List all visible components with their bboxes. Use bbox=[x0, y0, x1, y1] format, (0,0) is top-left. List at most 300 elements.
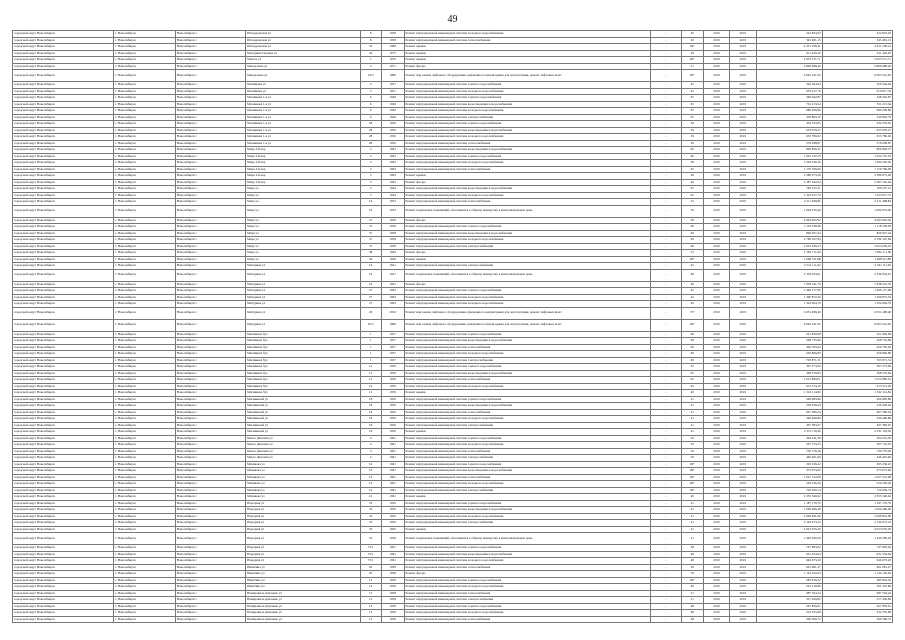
cell-count: 49* bbox=[681, 57, 703, 64]
cell-house-number: 16 bbox=[360, 468, 381, 475]
cell-total: 1 324 064,79 bbox=[822, 301, 892, 308]
cell-dash: - bbox=[650, 513, 681, 520]
cell-cost: 326 564,94 bbox=[756, 82, 822, 89]
cell-count: 65 bbox=[681, 114, 703, 121]
cell-cost: 373 673,60 bbox=[756, 468, 822, 475]
cell-locality: г. Новосибирск bbox=[114, 422, 176, 429]
cell-locality: г. Новосибирск bbox=[114, 57, 176, 64]
cell-total: 1 027 512,08 bbox=[822, 474, 892, 481]
cell-count: 69 bbox=[681, 344, 703, 351]
cell-count: 69 bbox=[681, 230, 703, 237]
cell-locality: г. Новосибирск bbox=[114, 153, 176, 160]
cell-count: 48 bbox=[681, 603, 703, 610]
cell-locality: г. Новосибирск bbox=[114, 140, 176, 147]
cell-house-number: 33 bbox=[360, 507, 381, 514]
cell-dash: - bbox=[650, 571, 681, 578]
cell-cost: 1 584 171,06 bbox=[756, 250, 822, 257]
cell-count: 49 bbox=[681, 179, 703, 186]
cell-total: 291 210,86 bbox=[822, 584, 892, 591]
cell-count: 59 bbox=[681, 455, 703, 462]
cell-work-type: Ремонт внутридомовой инженерной системы горячего водоснабжения bbox=[404, 364, 650, 371]
cell-city: Новосибирск г bbox=[175, 533, 245, 545]
cell-dash: - bbox=[650, 288, 681, 295]
cell-year-start: 2019 bbox=[703, 217, 729, 224]
cell-municipality: городской округ Новосибирск bbox=[13, 590, 114, 597]
cell-total: 234 355,68 bbox=[822, 610, 892, 617]
cell-street: Мира 3-й пер bbox=[246, 153, 360, 160]
cell-cost: 348 262,87 bbox=[756, 95, 822, 102]
cell-work-type: Ремонт крыши bbox=[404, 44, 650, 51]
cell-total: 266 985,86 bbox=[822, 396, 892, 403]
cell-house-number: 28 bbox=[360, 121, 381, 128]
cell-work-type: Ремонт внутридомовой инженерной системы холодного водоснабжения bbox=[404, 481, 650, 488]
cell-house-number: 16 bbox=[360, 487, 381, 494]
cell-build-year: 1956 bbox=[381, 520, 404, 527]
cell-year-start: 2019 bbox=[703, 500, 729, 507]
cell-city: Новосибирск г bbox=[175, 307, 245, 319]
cell-house-number: 12 bbox=[360, 364, 381, 371]
cell-house-number: 12 bbox=[360, 584, 381, 591]
cell-city: Новосибирск г bbox=[175, 390, 245, 397]
cell-year-start: 2019 bbox=[703, 50, 729, 57]
cell-city: Новосибирск г bbox=[175, 610, 245, 617]
cell-street: Мясниковой ул bbox=[246, 429, 360, 436]
cell-build-year: 1956 bbox=[381, 396, 404, 403]
cell-count: 49* bbox=[681, 481, 703, 488]
cell-build-year: 1958 bbox=[381, 243, 404, 250]
cell-dash: - bbox=[650, 127, 681, 134]
cell-build-year: 1949 bbox=[381, 114, 404, 121]
cell-municipality: городской округ Новосибирск bbox=[13, 243, 114, 250]
cell-city: Новосибирск г bbox=[175, 558, 245, 565]
cell-cost: 946 673,20 bbox=[756, 558, 822, 565]
cell-municipality: городской округ Новосибирск bbox=[13, 448, 114, 455]
cell-year-end: 2019 bbox=[730, 140, 756, 147]
cell-street: Мясниковой ул bbox=[246, 409, 360, 416]
cell-municipality: городской округ Новосибирск bbox=[13, 281, 114, 288]
cell-work-type: Ремонт внутридомовой инженерной системы холодного водоснабжения bbox=[404, 31, 650, 38]
cell-city: Новосибирск г bbox=[175, 108, 245, 115]
cell-year-start: 2019 bbox=[703, 108, 729, 115]
cell-year-start: 2019 bbox=[703, 377, 729, 384]
cell-work-type: Ремонт внутридомовой инженерной системы холодного водоснабжения bbox=[404, 237, 650, 244]
cell-year-end: 2019 bbox=[730, 526, 756, 533]
cell-count: 20 bbox=[681, 31, 703, 38]
cell-municipality: городской округ Новосибирск bbox=[13, 377, 114, 384]
cell-year-end: 2019 bbox=[730, 564, 756, 571]
cell-year-start: 2019 bbox=[703, 383, 729, 390]
cell-build-year: 1956 bbox=[381, 127, 404, 134]
cell-year-end: 2019 bbox=[730, 160, 756, 167]
cell-year-end: 2019 bbox=[730, 217, 756, 224]
cell-total: 613 513,20 bbox=[822, 383, 892, 390]
cell-total: 224 823,93 bbox=[822, 31, 892, 38]
cell-street: Менделеева ул bbox=[246, 63, 360, 70]
cell-total: 4 451 258,41 bbox=[822, 44, 892, 51]
cell-year-start: 2019 bbox=[703, 468, 729, 475]
cell-year-start: 2019 bbox=[703, 331, 729, 338]
cell-dash: - bbox=[650, 70, 681, 82]
cell-locality: г. Новосибирск bbox=[114, 429, 176, 436]
cell-total: 2 099 841,00 bbox=[822, 513, 892, 520]
cell-locality: г. Новосибирск bbox=[114, 263, 176, 270]
cell-cost: 234 355,68 bbox=[756, 610, 822, 617]
cell-street: Мира ул bbox=[246, 192, 360, 199]
cell-total: 304 241,30 bbox=[822, 435, 892, 442]
cell-dash: - bbox=[650, 403, 681, 410]
cell-locality: г. Новосибирск bbox=[114, 520, 176, 527]
cell-year-end: 2019 bbox=[730, 263, 756, 270]
cell-work-type: Ремонт внутридомовой инженерной системы водоотведения и водоснабжения bbox=[404, 127, 650, 134]
cell-year-end: 2019 bbox=[730, 422, 756, 429]
cell-build-year: 1957 bbox=[381, 351, 404, 358]
cell-year-end: 2019 bbox=[730, 192, 756, 199]
cell-street: Мечникова 1-я ул bbox=[246, 127, 360, 134]
cell-build-year: 1986 bbox=[381, 70, 404, 82]
cell-count: 49 bbox=[681, 494, 703, 501]
cell-build-year: 1949 bbox=[381, 101, 404, 108]
cell-municipality: городской округ Новосибирск bbox=[13, 390, 114, 397]
cell-city: Новосибирск г bbox=[175, 179, 245, 186]
cell-house-number: 42 bbox=[360, 50, 381, 57]
cell-city: Новосибирск г bbox=[175, 442, 245, 449]
cell-build-year: 1958 bbox=[381, 603, 404, 610]
cell-count: 49* bbox=[681, 256, 703, 263]
cell-municipality: городской округ Новосибирск bbox=[13, 435, 114, 442]
cell-year-start: 2019 bbox=[703, 140, 729, 147]
cell-city: Новосибирск г bbox=[175, 468, 245, 475]
cell-house-number: 5 bbox=[360, 166, 381, 173]
cell-year-end: 2019 bbox=[730, 500, 756, 507]
cell-year-end: 2019 bbox=[730, 243, 756, 250]
cell-dash: - bbox=[650, 134, 681, 141]
cell-dash: - bbox=[650, 597, 681, 604]
cell-dash: - bbox=[650, 57, 681, 64]
cell-dash: - bbox=[650, 520, 681, 527]
cell-dash: - bbox=[650, 610, 681, 617]
cell-cost: 730 776,26 bbox=[756, 448, 822, 455]
cell-build-year: 1956 bbox=[381, 121, 404, 128]
cell-cost: 579 038,87 bbox=[756, 140, 822, 147]
cell-build-year: 1961 bbox=[381, 448, 404, 455]
cell-count: 65 bbox=[681, 377, 703, 384]
cell-locality: г. Новосибирск bbox=[114, 526, 176, 533]
cell-work-type: Ремонт внутридомовой инженерной системы горячего водоснабжения bbox=[404, 82, 650, 89]
cell-build-year: 1949 bbox=[381, 108, 404, 115]
cell-street: Мира ул bbox=[246, 186, 360, 193]
cell-cost: 613 513,20 bbox=[756, 383, 822, 390]
cell-municipality: городской округ Новосибирск bbox=[13, 442, 114, 449]
cell-count: 39 bbox=[681, 134, 703, 141]
table-row bbox=[13, 319, 893, 331]
cell-city: Новосибирск г bbox=[175, 95, 245, 102]
cell-dash: - bbox=[650, 357, 681, 364]
cell-count: 52 bbox=[681, 199, 703, 206]
cell-count: 41 bbox=[681, 403, 703, 410]
cell-total: 761 213,64 bbox=[822, 101, 892, 108]
cell-city: Новосибирск г bbox=[175, 288, 245, 295]
cell-city: Новосибирск г bbox=[175, 357, 245, 364]
cell-dash: - bbox=[650, 577, 681, 584]
cell-locality: г. Новосибирск bbox=[114, 564, 176, 571]
cell-municipality: городской округ Новосибирск bbox=[13, 294, 114, 301]
cell-house-number: 1 bbox=[360, 338, 381, 345]
cell-year-end: 2019 bbox=[730, 577, 756, 584]
cell-house-number: 5 bbox=[360, 173, 381, 180]
cell-year-end: 2019 bbox=[730, 147, 756, 154]
cell-house-number: 8 bbox=[360, 31, 381, 38]
cell-work-type: Ремонт внутридомовой инженерной системы электроснабжения bbox=[404, 243, 650, 250]
cell-total: 330 863,79 bbox=[822, 114, 892, 121]
cell-dash: - bbox=[650, 396, 681, 403]
cell-cost: 520 236,29 bbox=[756, 481, 822, 488]
cell-build-year: 1957 bbox=[381, 357, 404, 364]
cell-street: Немировича-Данченко ул bbox=[246, 590, 360, 597]
cell-municipality: городской округ Новосибирск bbox=[13, 288, 114, 295]
cell-work-type: Ремонт внутридомовой инженерной системы горячего водоснабжения bbox=[404, 153, 650, 160]
cell-total: 267 859,61 bbox=[822, 603, 892, 610]
cell-cost: 268 735,96 bbox=[756, 338, 822, 345]
cell-municipality: городской округ Новосибирск bbox=[13, 192, 114, 199]
cell-street: Народная ул bbox=[246, 526, 360, 533]
cell-work-type: Ремонт внутридомовой инженерной системы электроснабжения bbox=[404, 487, 650, 494]
cell-house-number: 12 bbox=[360, 377, 381, 384]
cell-count: 40 bbox=[681, 281, 703, 288]
cell-locality: г. Новосибирск bbox=[114, 513, 176, 520]
cell-house-number: 18 bbox=[360, 422, 381, 429]
cell-municipality: городской округ Новосибирск bbox=[13, 50, 114, 57]
cell-city: Новосибирск г bbox=[175, 448, 245, 455]
cell-city: Новосибирск г bbox=[175, 160, 245, 167]
cell-street: Немировича-Данченко ул bbox=[246, 616, 360, 623]
cell-year-end: 2019 bbox=[730, 403, 756, 410]
cell-locality: г. Новосибирск bbox=[114, 545, 176, 552]
cell-build-year: 1958 bbox=[381, 597, 404, 604]
cell-cost: 2 336 034,61 bbox=[756, 269, 822, 281]
cell-work-type: Ремонт внутридомовой инженерной системы холодного водоснабжения bbox=[404, 301, 650, 308]
cell-build-year: 1958 bbox=[381, 217, 404, 224]
cell-city: Новосибирск г bbox=[175, 403, 245, 410]
cell-build-year: 1953 bbox=[381, 199, 404, 206]
cell-year-start: 2019 bbox=[703, 121, 729, 128]
cell-build-year: 1953 bbox=[381, 205, 404, 217]
cell-municipality: городской округ Новосибирск bbox=[13, 331, 114, 338]
cell-street: Мясниковой ул bbox=[246, 416, 360, 423]
cell-dash: - bbox=[650, 344, 681, 351]
cell-year-start: 2019 bbox=[703, 409, 729, 416]
cell-count: 41 bbox=[681, 507, 703, 514]
cell-total: 1 144 102,64 bbox=[822, 571, 892, 578]
cell-count: 72* bbox=[681, 307, 703, 319]
cell-year-end: 2019 bbox=[730, 95, 756, 102]
cell-dash: - bbox=[650, 558, 681, 565]
cell-build-year: 1957 bbox=[381, 338, 404, 345]
cell-total: 326 564,94 bbox=[822, 82, 892, 89]
cell-build-year: 1956 bbox=[381, 526, 404, 533]
cell-total: 426 765,62 bbox=[822, 344, 892, 351]
cell-build-year: 1944 bbox=[381, 186, 404, 193]
cell-total: 1 118 538,58 bbox=[822, 224, 892, 231]
cell-build-year: 1959 bbox=[381, 364, 404, 371]
cell-total: 703 871,31 bbox=[822, 357, 892, 364]
cell-locality: г. Новосибирск bbox=[114, 603, 176, 610]
cell-house-number: 33 bbox=[360, 513, 381, 520]
cell-count: 45 bbox=[681, 82, 703, 89]
cell-total: 659 866,80 bbox=[822, 351, 892, 358]
cell-dash: - bbox=[650, 616, 681, 623]
cell-count: 49 bbox=[681, 584, 703, 591]
cell-year-end: 2019 bbox=[730, 584, 756, 591]
cell-house-number: 48 bbox=[360, 250, 381, 257]
cell-work-type: Ремонт внутридомовой инженерной системы горячего водоснабжения bbox=[404, 95, 650, 102]
cell-year-end: 2019 bbox=[730, 101, 756, 108]
cell-house-number: 6 bbox=[360, 95, 381, 102]
cell-dash: - bbox=[650, 269, 681, 281]
cell-street: Мечникова ул bbox=[246, 88, 360, 95]
cell-build-year: 1961 bbox=[381, 545, 404, 552]
cell-year-start: 2019 bbox=[703, 487, 729, 494]
cell-count: 49* bbox=[681, 461, 703, 468]
cell-house-number: 1 bbox=[360, 331, 381, 338]
cell-city: Новосибирск г bbox=[175, 520, 245, 527]
cell-cost: 1 449 399,29 bbox=[756, 533, 822, 545]
cell-build-year: 1961 bbox=[381, 481, 404, 488]
cell-city: Новосибирск г bbox=[175, 121, 245, 128]
cell-year-start: 2019 bbox=[703, 63, 729, 70]
cell-year-start: 2019 bbox=[703, 243, 729, 250]
cell-total: 397 273,69 bbox=[822, 364, 892, 371]
repair-program-table bbox=[12, 30, 893, 623]
cell-street: Мичурина ул bbox=[246, 269, 360, 281]
cell-dash: - bbox=[650, 147, 681, 154]
cell-year-start: 2019 bbox=[703, 294, 729, 301]
cell-count: 42 bbox=[681, 301, 703, 308]
cell-cost: 1 144 102,64 bbox=[756, 571, 822, 578]
cell-year-end: 2019 bbox=[730, 57, 756, 64]
cell-total: 2 211 498,84 bbox=[822, 199, 892, 206]
cell-count: 41 bbox=[681, 409, 703, 416]
cell-year-end: 2019 bbox=[730, 487, 756, 494]
cell-year-end: 2019 bbox=[730, 377, 756, 384]
cell-city: Новосибирск г bbox=[175, 370, 245, 377]
cell-build-year: 1963 bbox=[381, 166, 404, 173]
cell-total: 348 262,87 bbox=[822, 95, 892, 102]
cell-year-end: 2019 bbox=[730, 288, 756, 295]
cell-build-year: 1956 bbox=[381, 409, 404, 416]
cell-city: Новосибирск г bbox=[175, 101, 245, 108]
cell-street: Мясникова бул bbox=[246, 344, 360, 351]
cell-build-year: 1956 bbox=[381, 513, 404, 520]
cell-year-end: 2019 bbox=[730, 390, 756, 397]
cell-year-start: 2019 bbox=[703, 199, 729, 206]
cell-municipality: городской округ Новосибирск bbox=[13, 134, 114, 141]
cell-year-start: 2019 bbox=[703, 584, 729, 591]
cell-year-start: 2019 bbox=[703, 429, 729, 436]
cell-work-type: Ремонт внутридомовой инженерной системы теплоснабжения bbox=[404, 377, 650, 384]
cell-dash: - bbox=[650, 173, 681, 180]
cell-municipality: городской округ Новосибирск bbox=[13, 494, 114, 501]
table-body bbox=[13, 31, 893, 623]
cell-dash: - bbox=[650, 199, 681, 206]
cell-street: Мечникова 1-я ул bbox=[246, 95, 360, 102]
cell-count: 55 bbox=[681, 250, 703, 257]
cell-cost: 747 893,02 bbox=[756, 545, 822, 552]
cell-city: Новосибирск г bbox=[175, 461, 245, 468]
cell-work-type: Ремонт внутридомовой инженерной системы холодного водоснабжения bbox=[404, 108, 650, 115]
cell-street: Мечникова 1-я ул bbox=[246, 101, 360, 108]
cell-total: 346 466,89 bbox=[822, 416, 892, 423]
cell-city: Новосибирск г bbox=[175, 263, 245, 270]
cell-city: Новосибирск г bbox=[175, 57, 245, 64]
cell-build-year: 1959 bbox=[381, 377, 404, 384]
cell-street: Народная ул bbox=[246, 551, 360, 558]
cell-work-type: Ремонт крыши bbox=[404, 390, 650, 397]
cell-year-end: 2019 bbox=[730, 533, 756, 545]
cell-dash: - bbox=[650, 468, 681, 475]
cell-total: 221 850,68 bbox=[822, 331, 892, 338]
cell-municipality: городской округ Новосибирск bbox=[13, 610, 114, 617]
cell-count: 69 bbox=[681, 338, 703, 345]
cell-total: 653 780,02 bbox=[822, 134, 892, 141]
cell-municipality: городской округ Новосибирск bbox=[13, 396, 114, 403]
cell-cost: 291 210,86 bbox=[756, 584, 822, 591]
cell-street: Никитина ул bbox=[246, 571, 360, 578]
cell-dash: - bbox=[650, 500, 681, 507]
cell-work-type: Ремонт внутридомовой инженерной системы теплоснабжения bbox=[404, 590, 650, 597]
cell-street: Мясниковой ул bbox=[246, 396, 360, 403]
cell-house-number: 16 bbox=[360, 205, 381, 217]
cell-street: Мира ул bbox=[246, 230, 360, 237]
cell-street: Мичурина ул bbox=[246, 294, 360, 301]
cell-city: Новосибирск г bbox=[175, 319, 245, 331]
cell-city: Новосибирск г bbox=[175, 383, 245, 390]
cell-street: Немировича-Данченко ул bbox=[246, 603, 360, 610]
cell-locality: г. Новосибирск bbox=[114, 331, 176, 338]
cell-cost: 4 093 002,92 bbox=[756, 217, 822, 224]
cell-total: 1 698 511,88 bbox=[822, 256, 892, 263]
cell-locality: г. Новосибирск bbox=[114, 230, 176, 237]
cell-street: Мира 3-й пер bbox=[246, 173, 360, 180]
cell-year-end: 2019 bbox=[730, 121, 756, 128]
cell-city: Новосибирск г bbox=[175, 224, 245, 231]
cell-year-end: 2019 bbox=[730, 597, 756, 604]
cell-city: Новосибирск г bbox=[175, 416, 245, 423]
cell-total: 2 331 118,36 bbox=[822, 429, 892, 436]
cell-count: 39 bbox=[681, 121, 703, 128]
cell-count: 59 bbox=[681, 448, 703, 455]
cell-municipality: городской округ Новосибирск bbox=[13, 127, 114, 134]
cell-work-type: Ремонт крыши bbox=[404, 57, 650, 64]
cell-cost: 6 065 241,95 bbox=[756, 319, 822, 331]
cell-street: Мечникова 1-я ул bbox=[246, 114, 360, 121]
cell-year-end: 2019 bbox=[730, 448, 756, 455]
cell-year-start: 2019 bbox=[703, 250, 729, 257]
cell-total: 1 179 766,09 bbox=[822, 166, 892, 173]
cell-municipality: городской округ Новосибирск bbox=[13, 37, 114, 44]
cell-work-type: Ремонт внутридомовой инженерной системы теплоснабжения bbox=[404, 37, 650, 44]
cell-work-type: Ремонт внутридомовой инженерной системы холодного водоснабжения bbox=[404, 383, 650, 390]
cell-municipality: городской округ Новосибирск bbox=[13, 57, 114, 64]
cell-street: Народная ул bbox=[246, 507, 360, 514]
cell-house-number: 27 bbox=[360, 217, 381, 224]
cell-municipality: городской округ Новосибирск bbox=[13, 269, 114, 281]
cell-build-year: 1958 bbox=[381, 31, 404, 38]
cell-count: 49* bbox=[681, 468, 703, 475]
cell-cost: 293 236,22 bbox=[756, 461, 822, 468]
cell-count: 41 bbox=[681, 533, 703, 545]
cell-house-number: 18 bbox=[360, 429, 381, 436]
cell-street: Мясникова бул bbox=[246, 364, 360, 371]
